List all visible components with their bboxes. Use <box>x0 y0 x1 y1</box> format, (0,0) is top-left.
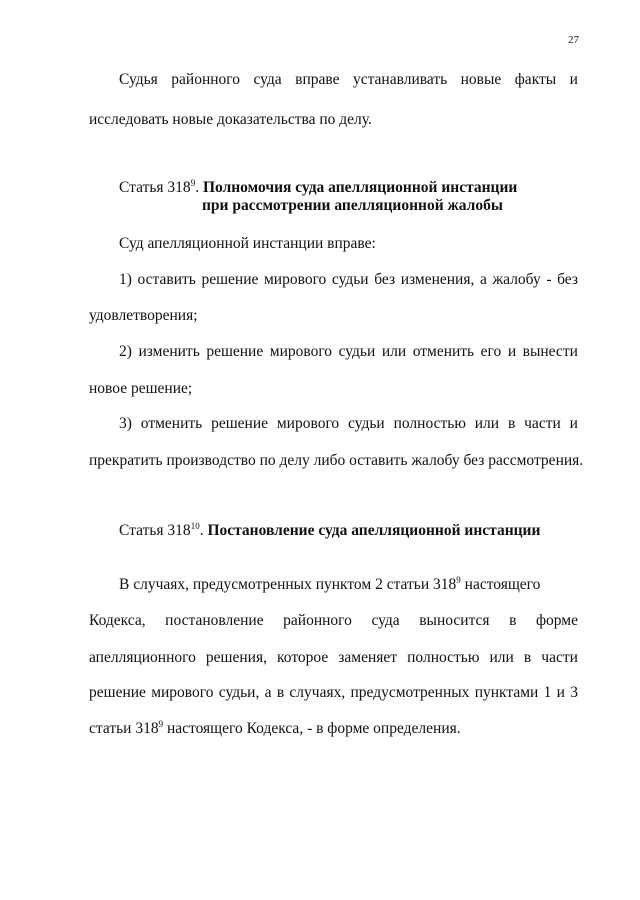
list-item-1-continuation: удовлетворения; <box>89 307 198 324</box>
article-number: Статья $318^9$. <box>119 177 203 196</box>
list-item-1 <box>119 271 578 289</box>
word: Судья <box>119 71 158 88</box>
article-title: Постановление суда апелляционной инстанции <box>207 522 541 539</box>
word: в <box>509 612 517 629</box>
word: оставить <box>137 271 196 288</box>
word: новые <box>460 71 502 88</box>
article-title-line-1: Полномочия суда апелляционной инстанции <box>202 179 518 196</box>
word: суда <box>253 71 282 88</box>
word: и <box>569 71 578 88</box>
article-title-line-2: при рассмотрении апелляционной жалобы <box>202 197 503 214</box>
paragraph-line-3 <box>89 649 578 667</box>
word: постановление <box>165 612 264 629</box>
article-lead: Суд апелляционной инстанции вправе: <box>119 235 376 252</box>
word: районного <box>171 71 241 88</box>
word: жалобу <box>492 271 541 288</box>
word: судьи <box>348 415 385 432</box>
word: предусмотренных <box>350 684 470 701</box>
word: полностью <box>393 415 466 432</box>
word: вынести <box>522 343 578 360</box>
word: или <box>489 649 514 666</box>
word: пунктами <box>474 684 539 701</box>
word: мирового <box>151 684 214 701</box>
word: случаях, <box>289 684 346 701</box>
word: и <box>556 684 565 701</box>
word: мирового <box>276 415 340 432</box>
word: заменяет <box>338 649 398 666</box>
paragraph-line-1: В случаях, предусмотренных пунктом 2 статьи $318^9$ настоящего <box>119 574 541 593</box>
list-item-3 <box>119 415 578 433</box>
word: а <box>264 684 272 701</box>
word: отменить <box>140 415 203 432</box>
word: решение <box>206 343 264 360</box>
word: форме <box>536 612 578 629</box>
word: части <box>524 415 561 432</box>
word: судьи <box>331 271 369 288</box>
page-number: 27 <box>568 34 579 46</box>
word: которое <box>277 649 329 666</box>
word: полностью <box>407 649 480 666</box>
word: а <box>479 271 487 288</box>
word: его <box>480 343 502 360</box>
word: или <box>381 343 407 360</box>
article-number: Статья $318^{10}$. <box>119 520 208 539</box>
paragraph-line-2 <box>89 612 578 630</box>
word: отменить <box>412 343 475 360</box>
word: 1 <box>543 684 552 701</box>
word: в <box>523 649 532 666</box>
list-item-2 <box>119 343 578 361</box>
word: без <box>374 271 396 288</box>
word: суда <box>371 612 400 629</box>
word: решение <box>211 415 269 432</box>
word: в <box>276 684 285 701</box>
word: выносится <box>419 612 490 629</box>
word: устанавливать <box>352 71 448 88</box>
word: и <box>507 343 517 360</box>
article-heading <box>119 522 540 540</box>
word: 3 <box>570 684 578 701</box>
word: - <box>546 271 552 288</box>
word: 3) <box>119 415 132 432</box>
word: или <box>474 415 500 432</box>
word: изменить <box>138 343 200 360</box>
paragraph-line-4 <box>89 684 578 702</box>
word: решение <box>201 271 259 288</box>
intro-line-1 <box>119 71 578 89</box>
list-item-2-continuation: новое решение; <box>89 380 193 397</box>
paragraph-line-5: статьи $318^9$ настоящего Кодекса, - в форме определения. <box>89 718 461 737</box>
word: решения, <box>205 649 267 666</box>
word: Кодекса, <box>89 612 146 629</box>
word: изменения, <box>400 271 475 288</box>
intro-line-2: исследовать новые доказательства по делу. <box>89 111 372 128</box>
list-item-3-continuation: прекратить производство по делу либо оставить жалобу без рассмотрения. <box>89 452 584 469</box>
article-heading <box>119 179 517 197</box>
word: судьи, <box>218 684 260 701</box>
word: вправе <box>295 71 340 88</box>
word: 1) <box>119 271 132 288</box>
word: апелляционного <box>89 649 196 666</box>
word: мирового <box>269 343 333 360</box>
word: районного <box>283 612 352 629</box>
word: 2) <box>119 343 132 360</box>
word: факты <box>514 71 557 88</box>
word: в <box>507 415 516 432</box>
word: решение <box>89 684 146 701</box>
word: без <box>557 271 578 288</box>
word: части <box>541 649 578 666</box>
word: мирового <box>264 271 327 288</box>
word: судьи <box>338 343 376 360</box>
word: и <box>569 415 578 432</box>
